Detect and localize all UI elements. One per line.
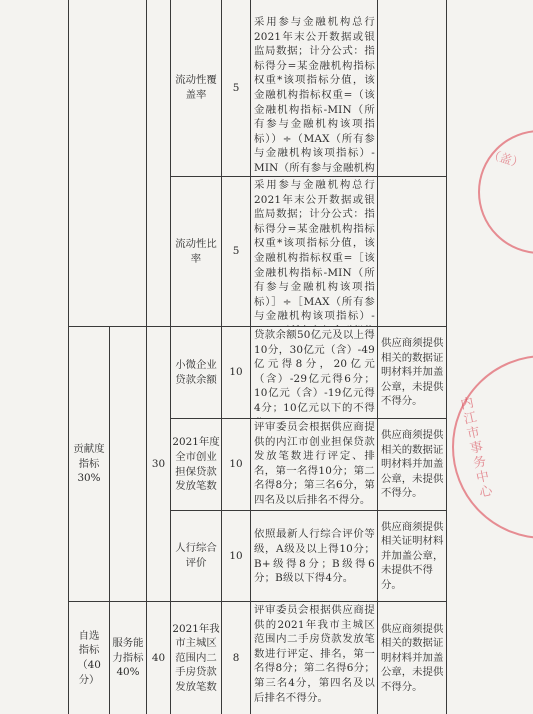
- score-second-hand-loans: 8: [232, 651, 240, 664]
- note-pboc-rating: 供应商须提供相关证明材料并加盖公章，未提供不得分。: [381, 520, 444, 591]
- seal-text: 内江市事务中心: [459, 395, 494, 501]
- note-microloan-balance: 供应商须提供相关的数据证明材料并加盖公章，未提供不得分。: [381, 337, 444, 408]
- seal-text: （盖）: [486, 146, 526, 172]
- category-contribution: 贡献度 指标 30%: [73, 443, 105, 485]
- score-liquidity-ratio: 5: [232, 245, 240, 258]
- method-pboc-rating: 依照最新人行综合评价等级，A级及以上得10分；B+级得8分；B级得6分；B级以下得4分。: [254, 528, 375, 585]
- weight-contribution: 30: [151, 457, 166, 470]
- score-liquidity-coverage: 5: [232, 81, 240, 94]
- method-second-hand-loans: 评审委员会根据供应商提供的2021年我市主城区范围内二手房贷款发放笔数进行评定、排名，第一名得8分；第二名得6分；第三名4分，第四名及以后排名不得分。: [254, 604, 375, 704]
- method-liquidity-coverage: 采用参与金融机构总行2021年末公开数据或银监局数据；计分公式：指标得分=某金融机构指标权重*该项指标分值，该金融机构指标权重=（该金融机构指标-MIN（所有参与金融机构该项指标））÷（MAX（所有参与金融机构该项指标）-MIN（所有参与金融机构: [254, 16, 375, 174]
- indicator-liquidity-coverage: 流动性覆 盖率: [175, 74, 217, 101]
- indicator-guarantee-loans: 2021年度 全市创业 担保贷款 发放笔数: [172, 436, 220, 493]
- indicator-pboc-rating: 人行综合 评价: [175, 542, 217, 569]
- category-self-selected: 自选 指标 （40 分）: [77, 629, 101, 686]
- score-microloan-balance: 10: [229, 366, 243, 379]
- score-pboc-rating: 10: [229, 549, 243, 562]
- score-guarantee-loans: 10: [229, 458, 243, 471]
- weight-self-selected: 40: [151, 651, 166, 664]
- table-border: [446, 0, 447, 714]
- note-second-hand-loans: 供应商须提供相关的数据证明材料并加盖公章，未提供不得分。: [381, 622, 444, 693]
- note-guarantee-loans: 供应商须提供相关的数据证明材料并加盖公章，未提供不得分。: [381, 429, 444, 500]
- indicator-microloan-balance: 小微企业 贷款余额: [175, 358, 217, 386]
- method-guarantee-loans: 评审委员会根据供应商提供的内江市创业担保贷款发放笔数进行评定、排名，第一名得10分；第二名得8分；第三名6分，第四名及以后排名不得分。: [254, 421, 375, 506]
- indicator-liquidity-ratio: 流动性比 率: [175, 237, 217, 265]
- indicator-second-hand-loans: 2021年我 市主城区 范围内二 手房贷款 发放笔数: [172, 622, 220, 693]
- method-microloan-balance: 贷款余额50亿元及以上得10分，30亿元（含）-49亿元得8分，20亿元（含）-29亿元得6分；10亿元（含）-19亿元得4分；10亿元以下的不得: [254, 329, 375, 414]
- method-liquidity-ratio: 采用参与金融机构总行2021年末公开数据或银监局数据；计分公式：指标得分=某金融机构指标权重*该项指标分值，该金融机构指标权重=［该金融机构指标-MIN（所有参与金融机构该项指标）］÷［MAX（所有参与金融机构该项指标）-: [254, 179, 375, 323]
- subcategory-service-capability: 服务能 力指标 40%: [112, 637, 144, 679]
